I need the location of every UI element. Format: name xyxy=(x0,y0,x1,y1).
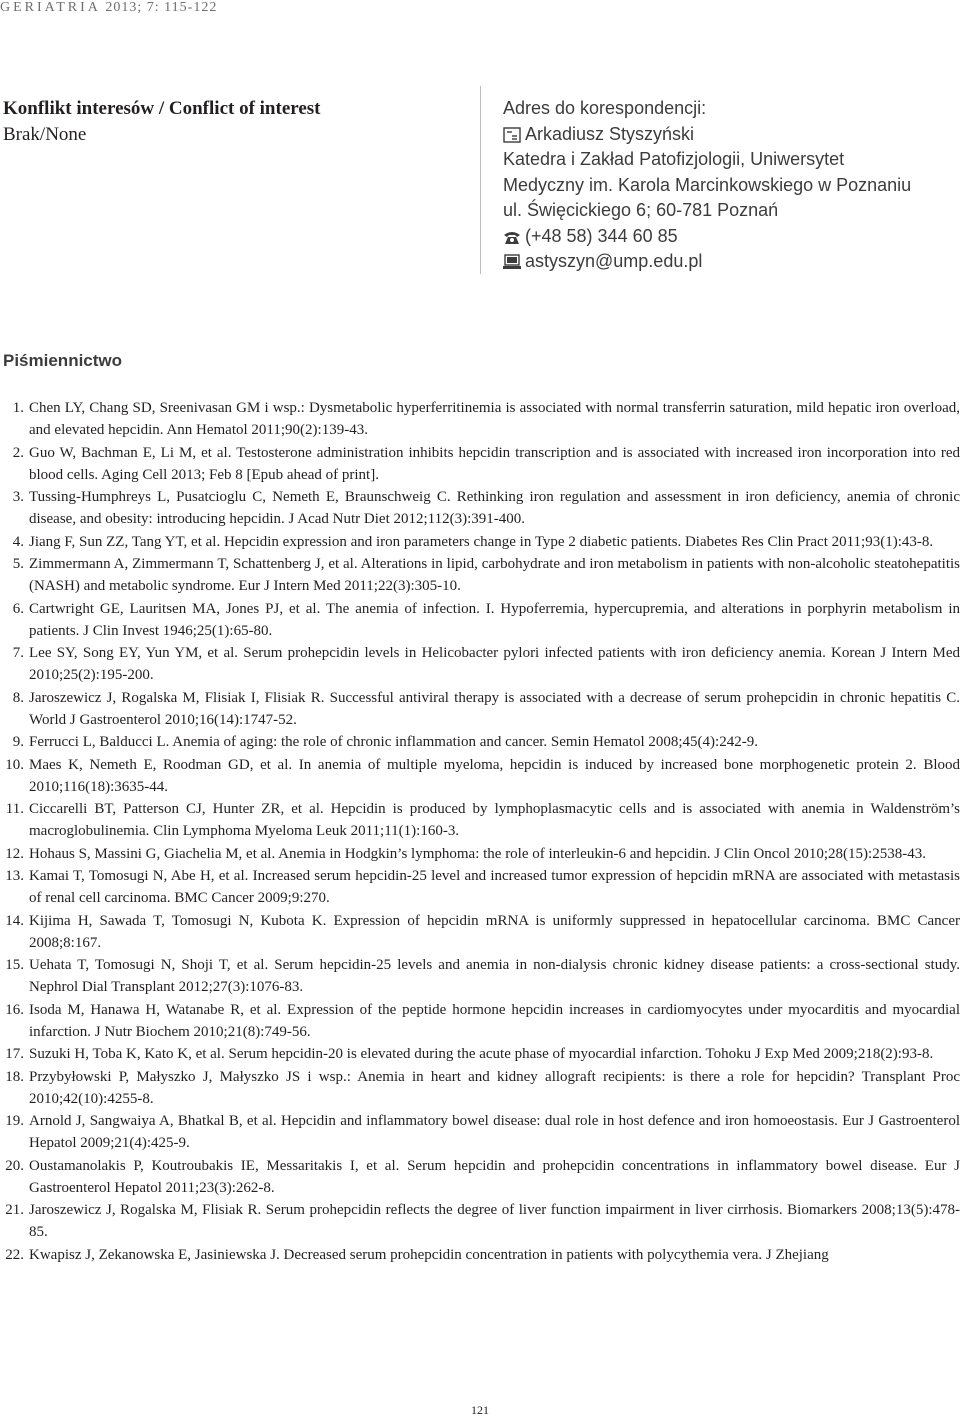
reference-number: 21. xyxy=(5,1202,24,1218)
journal-name: GERIATRIA xyxy=(0,0,101,15)
correspondence-heading: Adres do korespondencji: xyxy=(503,98,707,118)
reference-text: Cartwright GE, Lauritsen MA, Jones PJ, et al. The anemia of infection. I. Hypoferremia, hypercupremia, and alterations in porphyrin metabolism in patients. J Clin Invest 1946;25(1):65-80. xyxy=(29,600,960,639)
reference-number: 7. xyxy=(12,645,24,661)
reference-text: Arnold J, Sangwaiya A, Bhatkal B, et al. Hepcidin and inflammatory bowel disease: dual role in host defence and iron homoeostasis. Eur J Gastroenterol Hepatol 2009;21(4):425-9. xyxy=(29,1113,960,1151)
correspondence-block xyxy=(503,96,953,275)
reference-text: Kwapisz J, Zekanowska E, Jasiniewska J. Decreased serum prohepcidin concentration in patients with polycythemia vera. J Zhejiang xyxy=(29,1246,829,1263)
reference-item xyxy=(0,1110,960,1154)
reference-text: Przybyłowski P, Małyszko J, Małyszko JS i wsp.: Anemia in heart and kidney allograft recipients: is there a role for hepcidin? Transplant Proc 2010;42(10):4255-8. xyxy=(29,1068,960,1107)
reference-number: 6. xyxy=(12,600,24,617)
reference-item xyxy=(0,687,960,731)
phone-number: (+48 58) 344 60 85 xyxy=(525,225,678,246)
phone-icon xyxy=(503,229,525,245)
reference-item xyxy=(0,1043,960,1065)
reference-text: Tussing-Humphreys L, Pusatcioglu C, Nemeth E, Braunschweig C. Rethinking iron regulation and assessment in iron deficiency, anemia of chronic disease, and obesity: introducing hepcidin. J Acad Nutr Diet 2012;112(3):391-400. xyxy=(29,489,960,527)
reference-item xyxy=(0,954,960,998)
correspondence-name-line xyxy=(503,122,953,148)
email-address[interactable]: astyszyn@ump.edu.pl xyxy=(525,251,703,271)
reference-number: 19. xyxy=(5,1113,24,1129)
journal-citation: 2013; 7: 115-122 xyxy=(105,0,218,15)
reference-item xyxy=(0,642,960,686)
reference-text: Kijima H, Sawada T, Tomosugi N, Kubota K. Expression of hepcidin mRNA is uniformly suppressed in hepatocellular carcinoma. BMC Cancer 2008;8:167. xyxy=(29,912,960,951)
reference-item xyxy=(0,1066,960,1110)
reference-item xyxy=(0,798,960,842)
reference-item xyxy=(0,999,960,1043)
reference-number: 2. xyxy=(12,444,24,461)
reference-item xyxy=(0,1155,960,1199)
reference-text: Oustamanolakis P, Koutroubakis IE, Messaritakis I, et al. Serum hepcidin and prohepcidin concentrations in inflammatory bowel disease. Eur J Gastroenterol Hepatol 2011;23(3):262-8. xyxy=(29,1157,960,1196)
reference-number: 15. xyxy=(5,957,24,973)
reference-item xyxy=(0,1244,960,1266)
conflict-title: Konflikt interesów / Conflict of interest xyxy=(3,98,321,119)
phone-line xyxy=(503,224,953,250)
reference-number: 9. xyxy=(12,734,24,750)
reference-item xyxy=(0,910,960,954)
reference-item xyxy=(0,442,960,486)
reference-number: 14. xyxy=(5,912,24,929)
reference-number: 12. xyxy=(5,845,24,862)
reference-number: 16. xyxy=(5,1001,24,1018)
affiliation-line-2: Medyczny im. Karola Marcinkowskiego w Poznaniu xyxy=(503,174,912,195)
mail-icon xyxy=(503,127,525,143)
reference-item xyxy=(0,1199,960,1243)
reference-text: Zimmermann A, Zimmermann T, Schattenberg J, et al. Alterations in lipid, carbohydrate and iron metabolism in patients with non-alcoholic steatohepatitis (NASH) and metabolic syndrome. Eur J Intern Med 2011;22(3):305-10. xyxy=(29,556,960,594)
reference-text: Ferrucci L, Balducci L. Anemia of aging: the role of chronic inflammation and cancer. Semin Hematol 2008;45(4):242-9. xyxy=(29,734,758,750)
column-divider xyxy=(480,86,481,274)
reference-text: Isoda M, Hanawa H, Watanabe R, et al. Expression of the peptide hormone hepcidin increases in cardiomyocytes under myocarditis and myocardial infarction. J Nutr Biochem 2010;21(8):749-56. xyxy=(29,1001,960,1040)
journal-header xyxy=(0,0,217,16)
reference-number: 8. xyxy=(12,689,24,706)
conflict-of-interest xyxy=(3,96,443,148)
reference-text: Maes K, Nemeth E, Roodman GD, et al. In anemia of multiple myeloma, hepcidin is induced by increased bone morphogenetic protein 2. Blood 2010;116(18):3635-44. xyxy=(29,756,960,795)
reference-text: Jaroszewicz J, Rogalska M, Flisiak R. Serum prohepcidin reflects the degree of liver function impairment in liver cirrhosis. Biomarkers 2008;13(5):478-85. xyxy=(29,1202,960,1240)
correspondence-name: Arkadiusz Styszyński xyxy=(525,123,695,144)
reference-item xyxy=(0,754,960,798)
reference-text: Uehata T, Tomosugi N, Shoji T, et al. Serum hepcidin-25 levels and anemia in non-dialysis chronic kidney disease patients: a cross-sectional study. Nephrol Dial Transplant 2012;27(3):1076-83. xyxy=(29,957,960,995)
references-heading: Piśmiennictwo xyxy=(3,351,123,370)
reference-list xyxy=(0,397,960,1266)
reference-text: Suzuki H, Toba K, Kato K, et al. Serum hepcidin-20 is elevated during the acute phase of myocardial infarction. Tohoku J Exp Med 2009;218(2):93-8. xyxy=(29,1046,934,1062)
reference-item xyxy=(0,531,960,553)
reference-number: 4. xyxy=(12,533,24,550)
reference-text: Jaroszewicz J, Rogalska M, Flisiak I, Flisiak R. Successful antiviral therapy is associated with a decrease of serum prohepcidin in chronic hepatitis C. World J Gastroenterol 2010;16(14):1747-52. xyxy=(29,689,960,728)
email-line xyxy=(503,249,953,275)
reference-number: 5. xyxy=(12,556,24,572)
postal-address: ul. Święcickiego 6; 60-781 Poznań xyxy=(503,200,779,220)
computer-icon xyxy=(503,254,525,270)
reference-item xyxy=(0,553,960,597)
reference-text: Kamai T, Tomosugi N, Abe H, et al. Increased serum hepcidin-25 level and increased tumor expression of hepcidin mRNA are associated with metastasis of renal cell carcinoma. BMC Cancer 2009;9:270. xyxy=(29,868,960,906)
reference-text: Guo W, Bachman E, Li M, et al. Testosterone administration inhibits hepcidin transcription and is associated with increased iron incorporation into red blood cells. Aging Cell 2013; Feb 8 [Epub ahead of print]. xyxy=(29,444,960,483)
reference-number: 22. xyxy=(5,1246,24,1263)
reference-number: 17. xyxy=(5,1046,24,1062)
reference-item xyxy=(0,843,960,865)
reference-number: 11. xyxy=(5,801,24,817)
reference-text: Hohaus S, Massini G, Giachelia M, et al. Anemia in Hodgkin’s lymphoma: the role of interleukin-6 and hepcidin. J Clin Oncol 2010;28(15):2538-43. xyxy=(29,845,926,862)
reference-number: 1. xyxy=(12,400,24,416)
reference-text: Jiang F, Sun ZZ, Tang YT, et al. Hepcidin expression and iron parameters change in Type 2 diabetic patients. Diabetes Res Clin Pract 2011;93(1):43-8. xyxy=(29,533,934,550)
reference-item xyxy=(0,731,960,753)
reference-text: Ciccarelli BT, Patterson CJ, Hunter ZR, et al. Hepcidin is produced by lymphoplasmacytic cells and is associated with anemia in Waldenström’s macroglobulinemia. Clin Lymphoma Myeloma Leuk 2011;11(1):160-3. xyxy=(29,801,960,839)
conflict-value: Brak/None xyxy=(3,124,87,145)
affiliation-line-1: Katedra i Zakład Patofizjologii, Uniwersytet xyxy=(503,149,845,169)
reference-item xyxy=(0,397,960,441)
reference-number: 10. xyxy=(5,756,24,773)
reference-item xyxy=(0,865,960,909)
reference-number: 20. xyxy=(5,1157,24,1174)
reference-number: 13. xyxy=(5,868,24,884)
reference-text: Chen LY, Chang SD, Sreenivasan GM i wsp.: Dysmetabolic hyperferritinemia is associated with normal transferrin saturation, mild hepatic iron overload, and elevated hepcidin. Ann Hematol 2011;90(2):139-43. xyxy=(29,400,960,438)
reference-item xyxy=(0,598,960,642)
reference-item xyxy=(0,486,960,530)
reference-number: 3. xyxy=(12,489,24,505)
reference-text: Lee SY, Song EY, Yun YM, et al. Serum prohepcidin levels in Helicobacter pylori infected patients with iron deficiency anemia. Korean J Intern Med 2010;25(2):195-200. xyxy=(29,645,960,683)
reference-number: 18. xyxy=(5,1068,24,1085)
page-number: 121 xyxy=(471,1403,489,1417)
